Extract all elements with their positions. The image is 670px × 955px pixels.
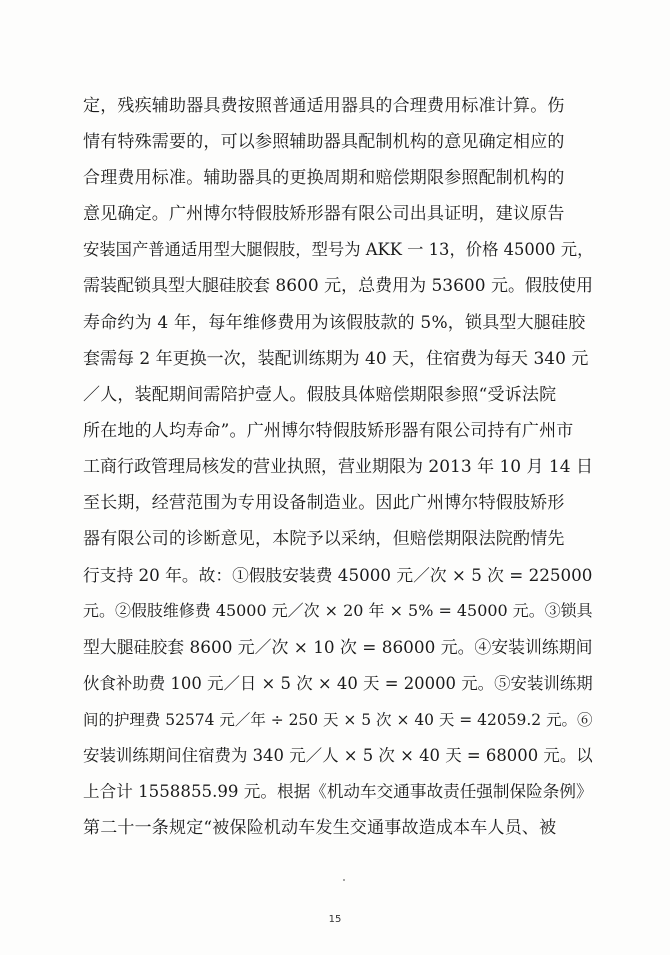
text-line: 第二十一条规定“被保险机动车发生交通事故造成本车人员、被 <box>83 817 557 838</box>
text-line: 安装国产普通适用型大腿假肢，型号为 AKK 一 13，价格 45000 元， <box>83 240 594 260</box>
text-line: 上合计 1558855.99 元。根据《机动车交通事故责任强制保险条例》 <box>83 781 593 801</box>
text-line: 伙食补助费 100 元／日 × 5 次 × 40 天 = 20000 元。⑤安装训练期 <box>83 673 593 693</box>
scan-speck <box>343 879 345 881</box>
text-line: 意见确定。广州博尔特假肢矫形器有限公司出具证明，建议原告 <box>83 204 565 225</box>
page-number: 15 <box>328 914 342 925</box>
text-line: 合理费用标准。辅助器具的更换周期和赔偿期限参照配制机构的 <box>83 168 565 189</box>
text-line: 元。②假肢维修费 45000 元／次 × 20 年 × 5% = 45000 元。③锁具 <box>83 601 593 621</box>
text-line: 定，残疾辅助器具费按照普通适用器具的合理费用标准计算。伤 <box>83 96 565 116</box>
text-line: 安装训练期间住宿费为 340 元／人 × 5 次 × 40 天 = 68000 元。以 <box>83 745 593 765</box>
text-line: 套需每 2 年更换一次，装配训练期为 40 天，住宿费为每天 340 元 <box>83 348 589 369</box>
text-line: 工商行政管理局核发的营业执照，营业期限为 2013 年 10 月 14 日 <box>83 456 593 477</box>
text-line: 寿命约为 4 年，每年维修费用为该假肢款的 5%，锁具型大腿硅胶 <box>83 312 586 333</box>
text-line: 间的护理费 52574 元／年 ÷ 250 天 × 5 次 × 40 天 = 42059.2 元。⑥ <box>83 710 593 729</box>
text-line: 行支持 20 年。故：①假肢安装费 45000 元／次 × 5 次 = 225000 <box>83 565 593 586</box>
body-text <box>83 88 593 846</box>
text-line: ／人，装配期间需陪护壹人。假肢具体赔偿期限参照“受诉法院 <box>83 384 557 405</box>
text-line: 器有限公司的诊断意见，本院予以采纳，但赔偿期限法院酌情先 <box>83 529 565 550</box>
text-line: 需装配锁具型大腿硅胶套 8600 元，总费用为 53600 元。假肢使用 <box>83 276 593 297</box>
text-line: 情有特殊需要的，可以参照辅助器具配制机构的意见确定相应的 <box>83 132 565 153</box>
text-line: 型大腿硅胶套 8600 元／次 × 10 次 = 86000 元。④安装训练期间 <box>83 637 593 658</box>
text-line: 至长期，经营范围为专用设备制造业。因此广州博尔特假肢矫形 <box>83 493 565 514</box>
text-line: 所在地的人均寿命”。广州博尔特假肢矫形器有限公司持有广州市 <box>83 420 574 441</box>
